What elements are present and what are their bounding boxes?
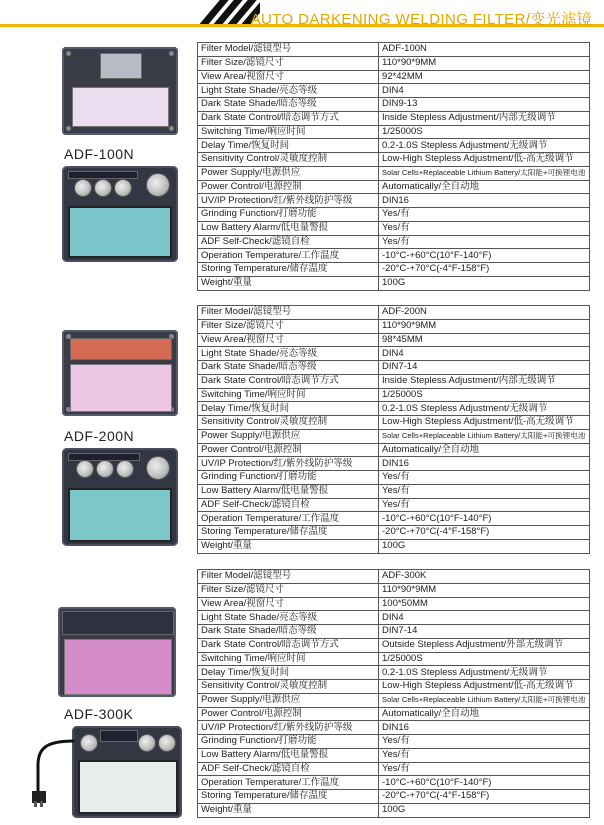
spec-row (198, 484, 590, 498)
spec-label: Filter Size/滤镜尺寸 (198, 56, 379, 70)
spec-row (198, 693, 590, 707)
spec-row (198, 416, 590, 430)
spec-row (198, 526, 590, 540)
spec-row (198, 539, 590, 553)
back-lens (78, 760, 178, 814)
spec-value: Low-High Stepless Adjustment/低-高无级调节 (379, 153, 590, 167)
spec-row (198, 276, 590, 290)
spec-label: Sensitivity Control/灵敏度控制 (198, 416, 379, 430)
filter-back-image (62, 166, 178, 262)
spec-label: Light State Shade/亮态等级 (198, 611, 379, 625)
spec-value: Yes/有 (379, 498, 590, 512)
spec-label: Filter Size/滤镜尺寸 (198, 583, 379, 597)
spec-row (198, 70, 590, 84)
spec-row (198, 361, 590, 375)
solar-panel (70, 338, 172, 360)
spec-value: 0.2-1.0S Stepless Adjustment/无级调节 (379, 139, 590, 153)
spec-value: Yes/有 (379, 235, 590, 249)
spec-row (198, 180, 590, 194)
spec-label: Delay Time/恢复时间 (198, 666, 379, 680)
spec-value: Yes/有 (379, 208, 590, 222)
spec-value: 110*90*9MM (379, 56, 590, 70)
spec-label: Power Control/电源控制 (198, 443, 379, 457)
spec-label: Sensitivity Control/灵敏度控制 (198, 153, 379, 167)
spec-row (198, 457, 590, 471)
spec-value: 100G (379, 539, 590, 553)
spec-label: Power Supply/电源供应 (198, 429, 379, 443)
spec-value: Yes/有 (379, 735, 590, 749)
spec-value: -20°C-+70°C(-4°F-158°F) (379, 526, 590, 540)
spec-row (198, 347, 590, 361)
spec-value: DIN4 (379, 84, 590, 98)
spec-value: Yes/有 (379, 762, 590, 776)
spec-row (198, 680, 590, 694)
spec-label: Dark State Shade/暗态等级 (198, 361, 379, 375)
spec-table-adf-100n (197, 42, 590, 291)
spec-value: DIN16 (379, 194, 590, 208)
spec-label: Power Control/电源控制 (198, 707, 379, 721)
spec-row (198, 652, 590, 666)
spec-row (198, 263, 590, 277)
spec-value: Low-High Stepless Adjustment/低-高无级调节 (379, 416, 590, 430)
spec-value: Yes/有 (379, 484, 590, 498)
spec-row (198, 429, 590, 443)
filter-front-image (58, 607, 176, 697)
spec-row (198, 611, 590, 625)
model-label: ADF-200N (64, 428, 135, 444)
spec-value: Yes/有 (379, 471, 590, 485)
solar-panel (62, 611, 174, 635)
spec-value: 1/25000S (379, 652, 590, 666)
spec-value: DIN7-14 (379, 361, 590, 375)
spec-label: Power Control/电源控制 (198, 180, 379, 194)
spec-table-adf-200n (197, 305, 590, 554)
lens-window (70, 364, 172, 412)
spec-row (198, 471, 590, 485)
spec-value: DIN9-13 (379, 98, 590, 112)
spec-label: Filter Model/滤镜型号 (198, 570, 379, 584)
spec-row (198, 56, 590, 70)
spec-value: Yes/有 (379, 221, 590, 235)
spec-value: DIN4 (379, 347, 590, 361)
filter-back-image (72, 726, 182, 818)
spec-value: Automatically/全自动地 (379, 707, 590, 721)
spec-row (198, 721, 590, 735)
spec-value: DIN4 (379, 611, 590, 625)
spec-row (198, 402, 590, 416)
spec-label: ADF Self-Check/滤镜自检 (198, 235, 379, 249)
spec-row (198, 306, 590, 320)
spec-label: Operation Temperature/工作温度 (198, 512, 379, 526)
spec-row (198, 803, 590, 817)
spec-label: Dark State Control/暗态调节方式 (198, 374, 379, 388)
filter-front-image (62, 330, 178, 416)
model-label: ADF-100N (64, 146, 135, 162)
spec-value: 100G (379, 276, 590, 290)
spec-label: Light State Shade/亮态等级 (198, 347, 379, 361)
spec-label: Filter Model/滤镜型号 (198, 43, 379, 57)
spec-row (198, 597, 590, 611)
spec-label: Weight/重量 (198, 539, 379, 553)
filter-back-image (62, 448, 178, 546)
spec-value: DIN7-14 (379, 625, 590, 639)
spec-value: -20°C-+70°C(-4°F-158°F) (379, 790, 590, 804)
spec-row (198, 707, 590, 721)
spec-row (198, 194, 590, 208)
spec-row (198, 98, 590, 112)
spec-value: Outside Stepless Adjustment/外部无级调节 (379, 638, 590, 652)
spec-row (198, 625, 590, 639)
spec-label: UV/IP Protection/红/紫外线防护等级 (198, 457, 379, 471)
spec-table-adf-300k (197, 569, 590, 818)
spec-value: DIN16 (379, 721, 590, 735)
spec-label: Storing Temperature/储存温度 (198, 263, 379, 277)
spec-value: ADF-100N (379, 43, 590, 57)
back-lens (68, 488, 172, 542)
spec-value: ADF-200N (379, 306, 590, 320)
spec-row (198, 666, 590, 680)
spec-row (198, 84, 590, 98)
spec-value: Inside Stepless Adjustment/内部无级调节 (379, 111, 590, 125)
cable-connector (28, 735, 78, 810)
spec-value: 98*45MM (379, 333, 590, 347)
spec-row (198, 498, 590, 512)
spec-label: ADF Self-Check/滤镜自检 (198, 498, 379, 512)
model-label: ADF-300K (64, 706, 134, 722)
spec-value: -10°C-+60°C(10°F-140°F) (379, 512, 590, 526)
spec-row (198, 125, 590, 139)
page-title: AUTO DARKENING WELDING FILTER/变光滤镜 (250, 11, 592, 28)
spec-label: UV/IP Protection/红/紫外线防护等级 (198, 194, 379, 208)
spec-row (198, 790, 590, 804)
spec-row (198, 512, 590, 526)
spec-row (198, 638, 590, 652)
spec-value: 110*90*9MM (379, 319, 590, 333)
spec-label: Operation Temperature/工作温度 (198, 249, 379, 263)
spec-label: Operation Temperature/工作温度 (198, 776, 379, 790)
spec-row (198, 43, 590, 57)
spec-value: Solar Cells+Replaceable Lithium Battery/太阳能+可换锂电池 (379, 693, 590, 707)
spec-value: 110*90*9MM (379, 583, 590, 597)
spec-label: Power Supply/电源供应 (198, 693, 379, 707)
spec-value: 92*42MM (379, 70, 590, 84)
spec-row (198, 374, 590, 388)
spec-label: Weight/重量 (198, 276, 379, 290)
spec-label: Sensitivity Control/灵敏度控制 (198, 680, 379, 694)
spec-label: Switching Time/响应时间 (198, 125, 379, 139)
spec-label: Grinding Function/打磨功能 (198, 208, 379, 222)
spec-value: Solar Cells+Replaceable Lithium Battery/太阳能+可换锂电池 (379, 429, 590, 443)
spec-value: Inside Stepless Adjustment/内部无级调节 (379, 374, 590, 388)
spec-value: -20°C-+70°C(-4°F-158°F) (379, 263, 590, 277)
spec-value: ADF-300K (379, 570, 590, 584)
spec-row (198, 166, 590, 180)
spec-label: Dark State Control/暗态调节方式 (198, 638, 379, 652)
spec-value: Solar Cells+Replaceable Lithium Battery/太阳能+可换锂电池 (379, 166, 590, 180)
spec-row (198, 570, 590, 584)
spec-value: -10°C-+60°C(10°F-140°F) (379, 776, 590, 790)
spec-label: View Area/视窗尺寸 (198, 597, 379, 611)
spec-label: Dark State Shade/暗态等级 (198, 625, 379, 639)
spec-label: Filter Size/滤镜尺寸 (198, 319, 379, 333)
spec-value: 100*50MM (379, 597, 590, 611)
spec-row (198, 139, 590, 153)
spec-label: Dark State Shade/暗态等级 (198, 98, 379, 112)
spec-label: Delay Time/恢复时间 (198, 402, 379, 416)
spec-label: Weight/重量 (198, 803, 379, 817)
spec-row (198, 153, 590, 167)
page-header (0, 0, 604, 34)
spec-value: Yes/有 (379, 748, 590, 762)
spec-row (198, 249, 590, 263)
spec-row (198, 235, 590, 249)
spec-value: DIN16 (379, 457, 590, 471)
spec-row (198, 111, 590, 125)
solar-panel (100, 53, 142, 79)
lens-window (72, 87, 169, 127)
spec-row (198, 319, 590, 333)
spec-row (198, 388, 590, 402)
spec-label: Low Battery Alarm/低电量警报 (198, 748, 379, 762)
spec-label: Low Battery Alarm/低电量警报 (198, 221, 379, 235)
spec-label: Filter Model/滤镜型号 (198, 306, 379, 320)
spec-label: UV/IP Protection/红/紫外线防护等级 (198, 721, 379, 735)
spec-label: View Area/视窗尺寸 (198, 333, 379, 347)
spec-row (198, 583, 590, 597)
spec-label: Delay Time/恢复时间 (198, 139, 379, 153)
spec-label: Power Supply/电源供应 (198, 166, 379, 180)
spec-value: 1/25000S (379, 388, 590, 402)
spec-value: 100G (379, 803, 590, 817)
lens-window (64, 639, 172, 695)
spec-row (198, 762, 590, 776)
spec-label: View Area/视窗尺寸 (198, 70, 379, 84)
spec-value: 0.2-1.0S Stepless Adjustment/无级调节 (379, 666, 590, 680)
spec-label: Grinding Function/打磨功能 (198, 471, 379, 485)
back-lens (68, 206, 172, 258)
filter-front-image (62, 47, 178, 135)
spec-label: Switching Time/响应时间 (198, 652, 379, 666)
spec-value: Low-High Stepless Adjustment/低-高无级调节 (379, 680, 590, 694)
spec-label: Grinding Function/打磨功能 (198, 735, 379, 749)
spec-value: 0.2-1.0S Stepless Adjustment/无级调节 (379, 402, 590, 416)
spec-row (198, 221, 590, 235)
spec-value: Automatically/全自动地 (379, 443, 590, 457)
spec-row (198, 333, 590, 347)
spec-value: 1/25000S (379, 125, 590, 139)
spec-label: Storing Temperature/储存温度 (198, 790, 379, 804)
spec-value: Automatically/全自动地 (379, 180, 590, 194)
spec-label: Switching Time/响应时间 (198, 388, 379, 402)
spec-label: Storing Temperature/储存温度 (198, 526, 379, 540)
spec-label: ADF Self-Check/滤镜自检 (198, 762, 379, 776)
spec-label: Light State Shade/亮态等级 (198, 84, 379, 98)
spec-row (198, 443, 590, 457)
spec-row (198, 208, 590, 222)
spec-label: Low Battery Alarm/低电量警报 (198, 484, 379, 498)
spec-row (198, 748, 590, 762)
spec-row (198, 776, 590, 790)
spec-row (198, 735, 590, 749)
spec-label: Dark State Control/暗态调节方式 (198, 111, 379, 125)
spec-value: -10°C-+60°C(10°F-140°F) (379, 249, 590, 263)
